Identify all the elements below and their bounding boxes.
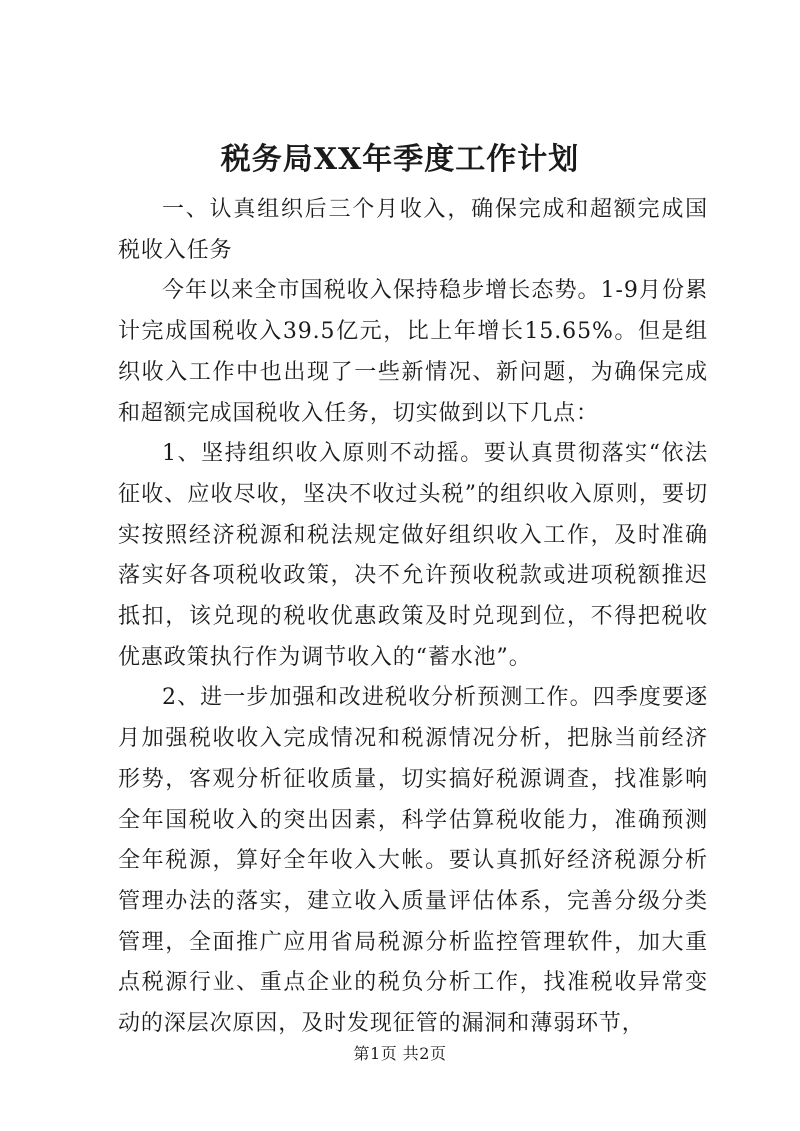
page-number-footer: 第1页 共2页 xyxy=(353,1044,447,1063)
paragraph-overview: 今年以来全市国税收入保持稳步增长态势。1-9月份累计完成国税收入39.5亿元，比上年增长15.65%。但是组织收入工作中也出现了一些新情况、新问题，为确保完成和超额完成国税收入任务，切实做到以下几点： xyxy=(118,278,708,426)
paragraph-item-2: 2、进一步加强和改进税收分析预测工作。四季度要逐月加强税收收入完成情况和税源情况分析，把脉当前经济形势，客观分析征收质量，切实搞好税源调查，找准影响全年国税收入的突出因素，科学估算税收能力，准确预测全年税源，算好全年收入大帐。要认真抓好经济税源分析管理办法的落实，建立收入质量评估体系，完善分级分类管理，全面推广应用省局税源分析监控管理软件，加大重点税源行业、重点企业的税负分析工作，找准税收异常变动的深层次原因，及时发现征管的漏洞和薄弱环节， xyxy=(118,685,708,1037)
paragraph-item-1: 1、坚持组织收入原则不动摇。要认真贯彻落实“依法征收、应收尽收，坚决不收过头税”的组织收入原则，要切实按照经济税源和税法规定做好组织收入工作，及时准确落实好各项税收政策，决不允许预收税款或进项税额推迟抵扣，该兑现的税收优惠政策及时兑现到位，不得把税收优惠政策执行作为调节收入的“蓄水池”。 xyxy=(118,441,708,670)
section-heading-1: 一、认真组织后三个月收入，确保完成和超额完成国税收入任务 xyxy=(118,197,708,263)
document-title: 税务局XX年季度工作计划 xyxy=(220,142,580,177)
document-body xyxy=(118,190,708,1045)
